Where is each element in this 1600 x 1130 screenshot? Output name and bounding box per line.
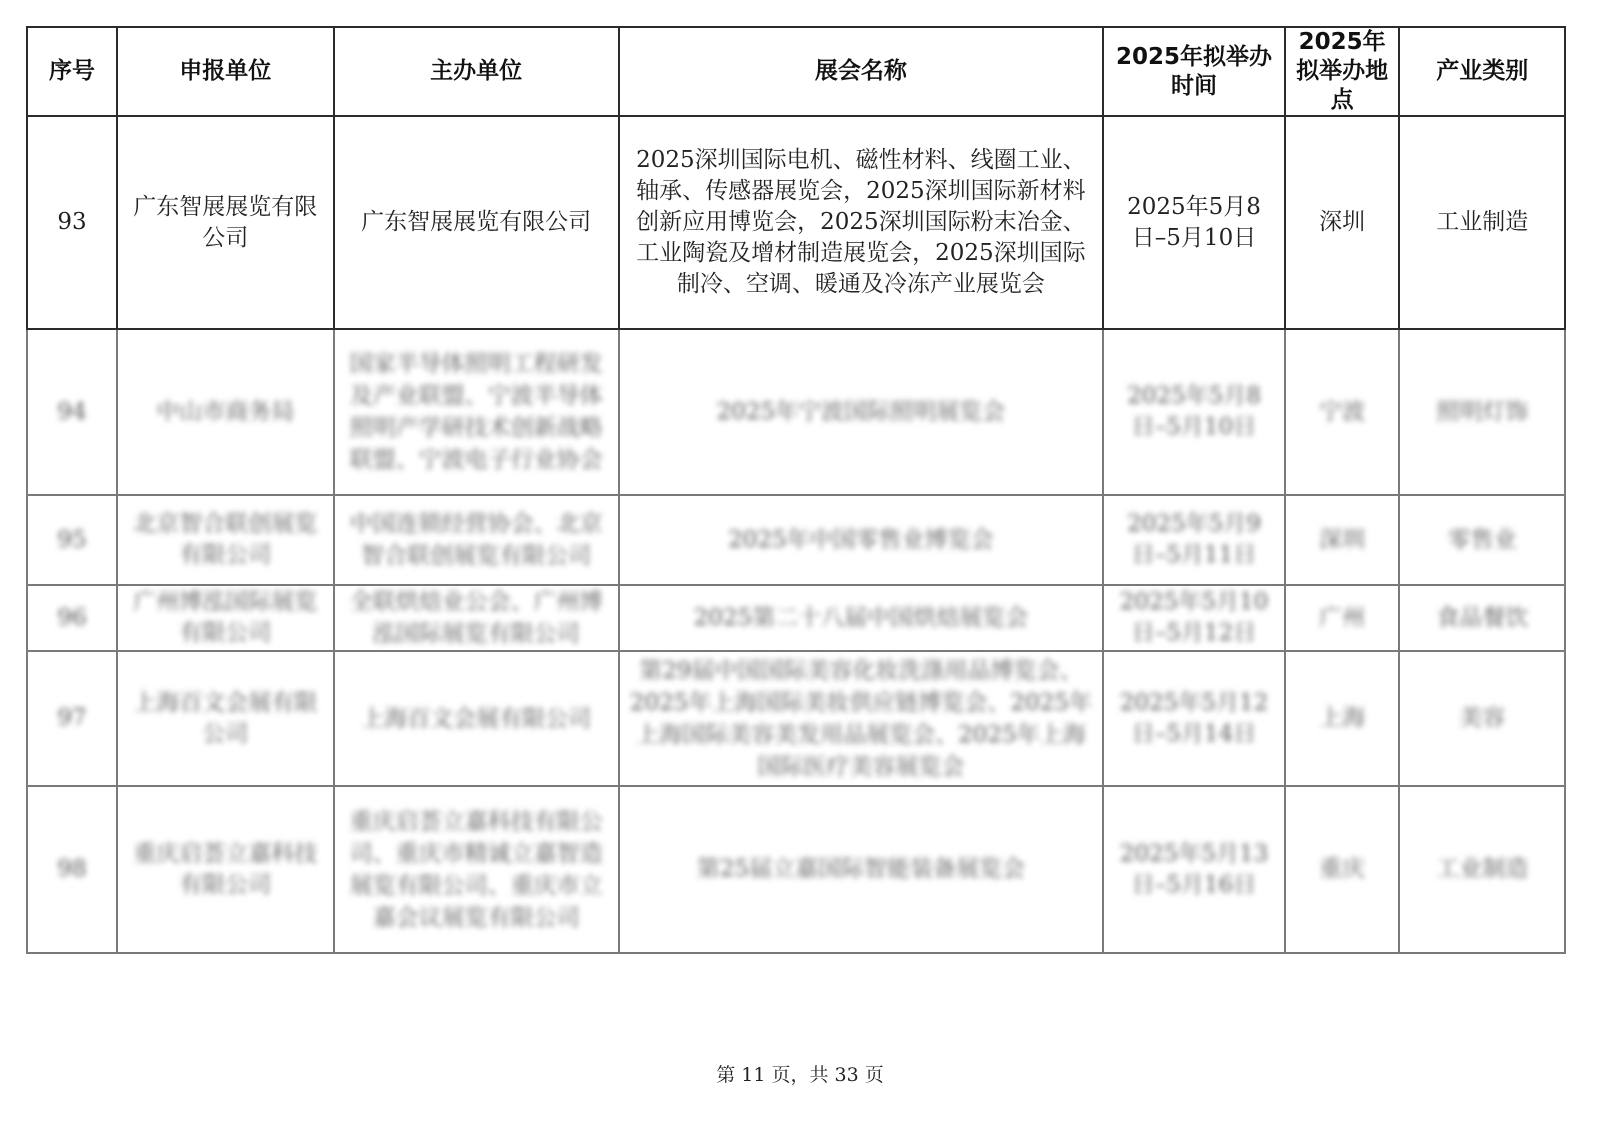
cell-expo-name: 2025第二十八届中国烘焙展览会 — [619, 585, 1103, 651]
cell-applicant: 北京智合联创展览有限公司 — [117, 495, 334, 585]
cell-expo-name: 2025深圳国际电机、磁性材料、线圈工业、轴承、传感器展览会，2025深圳国际新材料创新应用博览会，2025深圳国际粉末冶金、工业陶瓷及增材制造展览会，2025深圳国际制冷、空调、暖通及冷冻产业展览会 — [619, 116, 1103, 329]
cell-industry: 零售业 — [1399, 495, 1565, 585]
header-industry: 产业类别 — [1399, 27, 1565, 116]
cell-time: 2025年5月9日–5月11日 — [1103, 495, 1285, 585]
cell-applicant: 广州博泓国际展览有限公司 — [117, 585, 334, 651]
cell-industry: 食品餐饮 — [1399, 585, 1565, 651]
header-row — [27, 27, 1565, 116]
cell-industry: 工业制造 — [1399, 116, 1565, 329]
cell-place: 上海 — [1285, 651, 1399, 786]
header-applicant: 申报单位 — [117, 27, 334, 116]
cell-industry: 美容 — [1399, 651, 1565, 786]
cell-place: 广州 — [1285, 585, 1399, 651]
cell-industry: 工业制造 — [1399, 786, 1565, 953]
cell-applicant: 重庆启荟立嘉科技有限公司 — [117, 786, 334, 953]
header-organizer: 主办单位 — [334, 27, 619, 116]
cell-organizer: 重庆启荟立嘉科技有限公司、重庆市精诚立嘉智造展览有限公司、重庆市立嘉会议展览有限公司 — [334, 786, 619, 953]
cell-no: 93 — [27, 116, 117, 329]
table-row — [27, 329, 1565, 495]
table-row — [27, 585, 1565, 651]
cell-time: 2025年5月10日–5月12日 — [1103, 585, 1285, 651]
cell-expo-name: 第29届中国国际美容化妆洗涤用品博览会、2025年上海国际美妆供应链博览会、2025年上海国际美容美发用品展览会、2025年上海国际医疗美容展览会 — [619, 651, 1103, 786]
header-expo-name: 展会名称 — [619, 27, 1103, 116]
cell-place: 宁波 — [1285, 329, 1399, 495]
header-place: 2025年拟举办地点 — [1285, 27, 1399, 116]
cell-expo-name: 2025年中国零售业博览会 — [619, 495, 1103, 585]
table-row — [27, 651, 1565, 786]
cell-organizer: 国家半导体照明工程研发及产业联盟、宁波半导体照明产学研技术创新战略联盟、宁波电子行业协会 — [334, 329, 619, 495]
cell-time: 2025年5月8日–5月10日 — [1103, 329, 1285, 495]
table-row — [27, 495, 1565, 585]
cell-applicant: 广东智展展览有限公司 — [117, 116, 334, 329]
cell-organizer: 广东智展展览有限公司 — [334, 116, 619, 329]
cell-no: 95 — [27, 495, 117, 585]
header-no: 序号 — [27, 27, 117, 116]
cell-expo-name: 第25届立嘉国际智能装备展览会 — [619, 786, 1103, 953]
header-time: 2025年拟举办时间 — [1103, 27, 1285, 116]
cell-no: 96 — [27, 585, 117, 651]
cell-expo-name: 2025年宁波国际照明展览会 — [619, 329, 1103, 495]
cell-organizer: 全联烘焙业公会、广州博泓国际展览有限公司 — [334, 585, 619, 651]
cell-time: 2025年5月12日–5月14日 — [1103, 651, 1285, 786]
cell-time: 2025年5月13日–5月16日 — [1103, 786, 1285, 953]
cell-no: 94 — [27, 329, 117, 495]
cell-organizer: 上海百文会展有限公司 — [334, 651, 619, 786]
cell-place: 深圳 — [1285, 495, 1399, 585]
exhibition-table — [26, 26, 1566, 954]
cell-place: 深圳 — [1285, 116, 1399, 329]
table-row — [27, 786, 1565, 953]
cell-organizer: 中国连锁经营协会、北京智合联创展览有限公司 — [334, 495, 619, 585]
cell-place: 重庆 — [1285, 786, 1399, 953]
table-row — [27, 116, 1565, 329]
cell-time: 2025年5月8日–5月10日 — [1103, 116, 1285, 329]
cell-applicant: 上海百文会展有限公司 — [117, 651, 334, 786]
cell-no: 97 — [27, 651, 117, 786]
cell-industry: 照明灯饰 — [1399, 329, 1565, 495]
cell-applicant: 中山市商务局 — [117, 329, 334, 495]
page-number-footer: 第 11 页，共 33 页 — [716, 1064, 884, 1086]
cell-no: 98 — [27, 786, 117, 953]
